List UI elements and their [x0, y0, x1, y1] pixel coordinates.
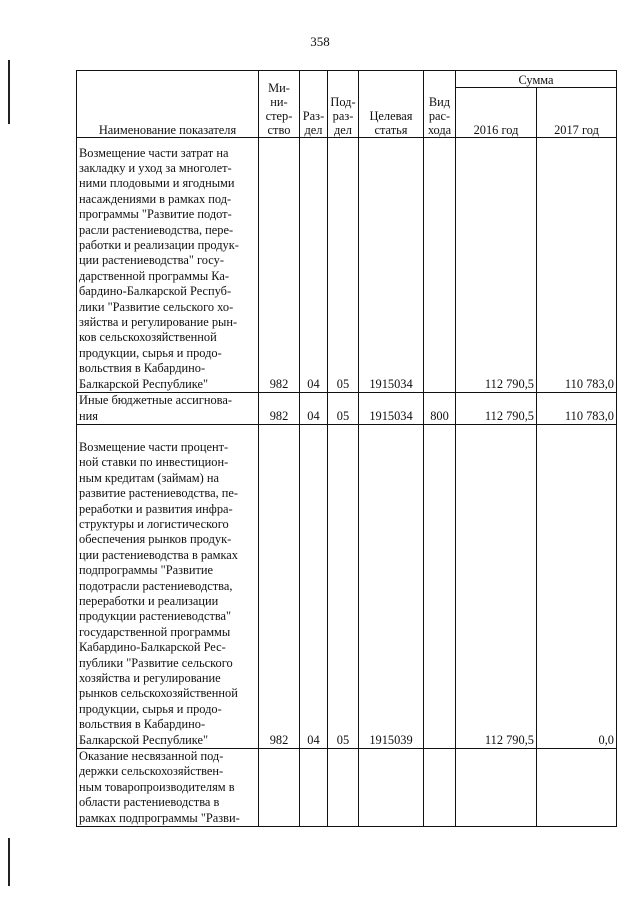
row-target: 1915034 — [359, 138, 424, 393]
table-row — [77, 138, 617, 393]
row-expense-type — [424, 425, 456, 749]
row-ministry: 982 — [259, 393, 300, 425]
row-sum-2017 — [537, 749, 617, 827]
row-target: 1915034 — [359, 393, 424, 425]
row-sum-2016: 112 790,5 — [456, 425, 537, 749]
header-year-2017: 2017 год — [537, 88, 617, 138]
row-expense-type: 800 — [424, 393, 456, 425]
row-sum-2017: 110 783,0 — [537, 393, 617, 425]
row-sum-2016: 112 790,5 — [456, 393, 537, 425]
row-target: 1915039 — [359, 425, 424, 749]
page-number: 358 — [310, 34, 330, 49]
row-name: Иные бюджетные ассигнова- ния — [77, 393, 259, 425]
row-ministry: 982 — [259, 138, 300, 393]
row-section: 04 — [300, 138, 328, 393]
row-subsection: 05 — [328, 425, 359, 749]
row-ministry: 982 — [259, 425, 300, 749]
header-section: Раз- дел — [300, 71, 328, 138]
row-section: 04 — [300, 393, 328, 425]
row-section: 04 — [300, 425, 328, 749]
row-name: Возмещение части процент- ной ставки по инвестицион- ным кредитам (займам) на развитие растениеводства, пе- реработки и развития инфра- структуры и логистического обеспечения рынков продук- ции растениеводства в рамках подпрограммы "Развитие подотрасли растениеводства, переработки и реализации продукции растениеводства" государственной программы Кабардино-Балкарской Рес- публики "Развитие сельского хозяйства и регулирование рынков сельскохозяйственной продукции, сырья и продо- вольствия в Кабардино- Балкарской Республике" — [77, 425, 259, 749]
row-section — [300, 749, 328, 827]
header-name: Наименование показателя — [77, 71, 259, 138]
row-ministry — [259, 749, 300, 827]
row-subsection — [328, 749, 359, 827]
row-subsection: 05 — [328, 138, 359, 393]
row-subsection: 05 — [328, 393, 359, 425]
row-expense-type — [424, 138, 456, 393]
table-row — [77, 393, 617, 425]
budget-table — [76, 70, 617, 827]
table-row — [77, 749, 617, 827]
row-sum-2017: 110 783,0 — [537, 138, 617, 393]
header-ministry: Ми- ни- стер- ство — [259, 71, 300, 138]
header-expense-type: Вид рас- хода — [424, 71, 456, 138]
header-sum: Сумма — [456, 71, 617, 88]
table-row — [77, 425, 617, 749]
header-subsection: Под- раз- дел — [328, 71, 359, 138]
row-sum-2016: 112 790,5 — [456, 138, 537, 393]
margin-mark-bottom — [8, 838, 10, 886]
row-name: Возмещение части затрат на закладку и уход за многолет- ними плодовыми и ягодными насаждениями в рамках под- программы "Развитие подот- расли растениеводства, пере- работки и реализации продук- ции растениеводства" госу- дарственной программы Ка- бардино-Балкарской Респуб- лики "Развитие сельского хо- зяйства и регулирование рын- ков сельскохозяйственной продукции, сырья и продо- вольствия в Кабардино- Балкарской Республике" — [77, 138, 259, 393]
header-year-2016: 2016 год — [456, 88, 537, 138]
row-sum-2016 — [456, 749, 537, 827]
row-expense-type — [424, 749, 456, 827]
row-sum-2017: 0,0 — [537, 425, 617, 749]
row-target — [359, 749, 424, 827]
margin-mark-top — [8, 60, 10, 124]
header-target: Целевая статья — [359, 71, 424, 138]
row-name: Оказание несвязанной под- держки сельскохозяйствен- ным товаропроизводителям в области растениеводства в рамках подпрограммы "Разви- — [77, 749, 259, 827]
